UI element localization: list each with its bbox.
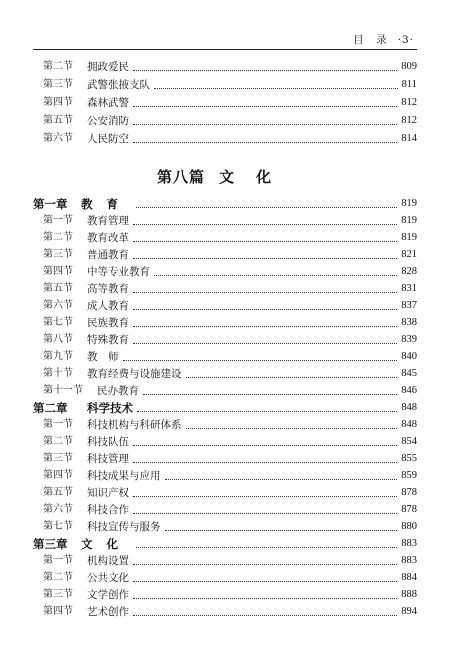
section-number: 第九节 — [43, 351, 73, 362]
section-title: 机构设置 — [87, 555, 129, 567]
section-page-number: 828 — [401, 266, 417, 277]
toc-section-line — [33, 451, 417, 467]
section-number: 第十一节 — [43, 385, 83, 396]
toc-section-line — [33, 587, 417, 603]
section-page-number: 812 — [401, 115, 417, 126]
section-number: 第一节 — [43, 555, 73, 566]
leader-dots — [133, 496, 397, 497]
leader-dots — [133, 513, 397, 514]
toc-section-line — [33, 59, 417, 75]
section-page-number: 809 — [401, 61, 417, 72]
toc-section-line — [33, 468, 417, 484]
section-number: 第三节 — [43, 453, 73, 464]
toc-section-line — [33, 604, 417, 620]
section-page-number: 888 — [401, 589, 417, 600]
leader-dots — [154, 275, 397, 276]
section-number: 第二节 — [43, 436, 73, 447]
leader-dots — [133, 224, 397, 225]
section-title: 科技队伍 — [87, 436, 129, 448]
chapter-number: 第一章 — [33, 197, 68, 211]
section-page-number: 838 — [401, 317, 417, 328]
leader-dots — [133, 581, 397, 582]
leader-dots — [165, 530, 398, 531]
leader-dots — [133, 142, 397, 143]
part-title: 文化 — [219, 168, 294, 186]
section-number: 第四节 — [43, 470, 73, 481]
running-head-page-number: ·3· — [397, 34, 414, 46]
section-page-number: 878 — [401, 504, 417, 515]
section-page-number: 845 — [401, 368, 417, 379]
toc-section-line — [33, 230, 417, 246]
section-title: 教育管理 — [87, 215, 129, 227]
section-title: 成人教育 — [87, 300, 129, 312]
leader-dots — [123, 360, 398, 361]
toc-chapter-line — [33, 400, 417, 416]
leader-dots — [133, 241, 397, 242]
toc-section-line — [33, 519, 417, 535]
section-page-number: 848 — [401, 419, 417, 430]
section-number: 第一节 — [43, 215, 73, 226]
toc-section-line — [33, 349, 417, 365]
part-heading — [0, 166, 450, 187]
section-title: 科技成果与应用 — [87, 470, 161, 482]
toc-section-line — [33, 383, 417, 399]
toc-section-line — [33, 570, 417, 586]
section-page-number: 839 — [401, 334, 417, 345]
toc-section-line — [33, 332, 417, 348]
running-head-label: 目 录 — [353, 34, 388, 46]
section-number: 第五节 — [43, 283, 73, 294]
toc-section-line — [33, 113, 417, 129]
leader-dots — [186, 428, 398, 429]
chapter-number: 第二章 — [33, 401, 68, 415]
leader-dots — [136, 547, 397, 548]
section-number: 第八节 — [43, 334, 73, 345]
leader-dots — [133, 292, 397, 293]
section-number: 第一节 — [43, 419, 73, 430]
part-number: 第八篇 — [156, 168, 205, 186]
section-title: 教 师 — [87, 351, 119, 363]
section-number: 第二节 — [43, 232, 73, 243]
section-title: 教育改革 — [87, 232, 129, 244]
section-title: 高等教育 — [87, 283, 129, 295]
section-title: 森林武警 — [87, 97, 129, 109]
section-page-number: 880 — [401, 521, 417, 532]
toc-section-line — [33, 502, 417, 518]
section-number: 第三节 — [43, 589, 73, 600]
section-title: 文学创作 — [87, 589, 129, 601]
section-page-number: 846 — [401, 385, 417, 396]
section-number: 第六节 — [43, 133, 73, 144]
toc-section-line — [33, 417, 417, 433]
section-number: 第四节 — [43, 97, 73, 108]
section-title: 民办教育 — [97, 385, 139, 397]
section-page-number: 854 — [401, 436, 417, 447]
section-title: 公共文化 — [87, 572, 129, 584]
section-number: 第二节 — [43, 572, 73, 583]
section-page-number: 855 — [401, 453, 417, 464]
leader-dots — [165, 479, 398, 480]
running-head — [353, 32, 414, 47]
toc-section-line — [33, 281, 417, 297]
chapter-title: 科学技术 — [87, 401, 133, 415]
section-page-number: 821 — [401, 249, 417, 260]
leader-dots — [154, 88, 398, 89]
section-title: 民族教育 — [87, 317, 129, 329]
leader-dots — [133, 70, 397, 71]
toc-section-line — [33, 315, 417, 331]
leader-dots — [133, 343, 397, 344]
section-title: 科技宣传与服务 — [87, 521, 161, 533]
section-page-number: 884 — [401, 572, 417, 583]
section-title: 武警张掖支队 — [87, 79, 150, 91]
section-page-number: 812 — [401, 97, 417, 108]
section-title: 科技合作 — [87, 504, 129, 516]
section-page-number: 859 — [401, 470, 417, 481]
leader-dots — [133, 326, 397, 327]
section-page-number: 883 — [401, 555, 417, 566]
section-page-number: 894 — [401, 606, 417, 617]
section-number: 第二节 — [43, 61, 73, 72]
section-number: 第七节 — [43, 521, 73, 532]
toc-section-line — [33, 434, 417, 450]
section-title: 教育经费与设施建设 — [87, 368, 182, 380]
toc-chapter-line — [33, 196, 417, 212]
section-title: 公安消防 — [87, 115, 129, 127]
section-page-number: 814 — [401, 133, 417, 144]
section-number: 第七节 — [43, 317, 73, 328]
section-title: 艺术创作 — [87, 606, 129, 618]
chapter-number: 第三章 — [33, 537, 68, 551]
toc-section-line — [33, 485, 417, 501]
section-title: 科技管理 — [87, 453, 129, 465]
section-title: 普通教育 — [87, 249, 129, 261]
section-title: 知识产权 — [87, 487, 129, 499]
section-page-number: 819 — [401, 232, 417, 243]
section-title: 中等专业教育 — [87, 266, 150, 278]
chapter-page-number: 883 — [401, 538, 417, 549]
leader-dots — [133, 445, 397, 446]
section-page-number: 840 — [401, 351, 417, 362]
section-number: 第三节 — [43, 79, 73, 90]
leader-dots — [133, 564, 397, 565]
leader-dots — [133, 462, 397, 463]
section-page-number: 831 — [401, 283, 417, 294]
section-number: 第五节 — [43, 487, 73, 498]
leader-dots — [133, 106, 397, 107]
toc-section-line — [33, 553, 417, 569]
toc-section-line — [33, 366, 417, 382]
section-page-number: 819 — [401, 215, 417, 226]
leader-dots — [133, 124, 397, 125]
leader-dots — [136, 207, 397, 208]
section-number: 第三节 — [43, 249, 73, 260]
section-number: 第六节 — [43, 300, 73, 311]
toc-section-line — [33, 77, 417, 93]
chapter-title: 文化 — [81, 537, 132, 551]
section-number: 第四节 — [43, 606, 73, 617]
leader-dots — [143, 394, 397, 395]
section-number: 第十节 — [43, 368, 73, 379]
section-page-number: 811 — [401, 79, 417, 90]
toc-section-line — [33, 213, 417, 229]
chapter-page-number: 848 — [401, 402, 417, 413]
leader-dots — [133, 598, 397, 599]
toc-section-line — [33, 131, 417, 147]
toc-chapter-line — [33, 536, 417, 552]
toc-section-line — [33, 247, 417, 263]
header-rule — [33, 49, 417, 50]
leader-dots — [137, 411, 397, 412]
leader-dots — [133, 258, 397, 259]
section-page-number: 837 — [401, 300, 417, 311]
section-title: 人民防空 — [87, 133, 129, 145]
section-number: 第四节 — [43, 266, 73, 277]
section-number: 第五节 — [43, 115, 73, 126]
section-number: 第六节 — [43, 504, 73, 515]
toc-section-line — [33, 298, 417, 314]
section-title: 特殊教育 — [87, 334, 129, 346]
section-title: 科技机构与科研体系 — [87, 419, 182, 431]
leader-dots — [186, 377, 398, 378]
section-title: 拥政爱民 — [87, 61, 129, 73]
chapter-title: 教育 — [81, 197, 132, 211]
toc-section-line — [33, 95, 417, 111]
leader-dots — [133, 309, 397, 310]
toc-section-line — [33, 264, 417, 280]
leader-dots — [133, 615, 397, 616]
section-page-number: 878 — [401, 487, 417, 498]
chapter-page-number: 819 — [401, 198, 417, 209]
